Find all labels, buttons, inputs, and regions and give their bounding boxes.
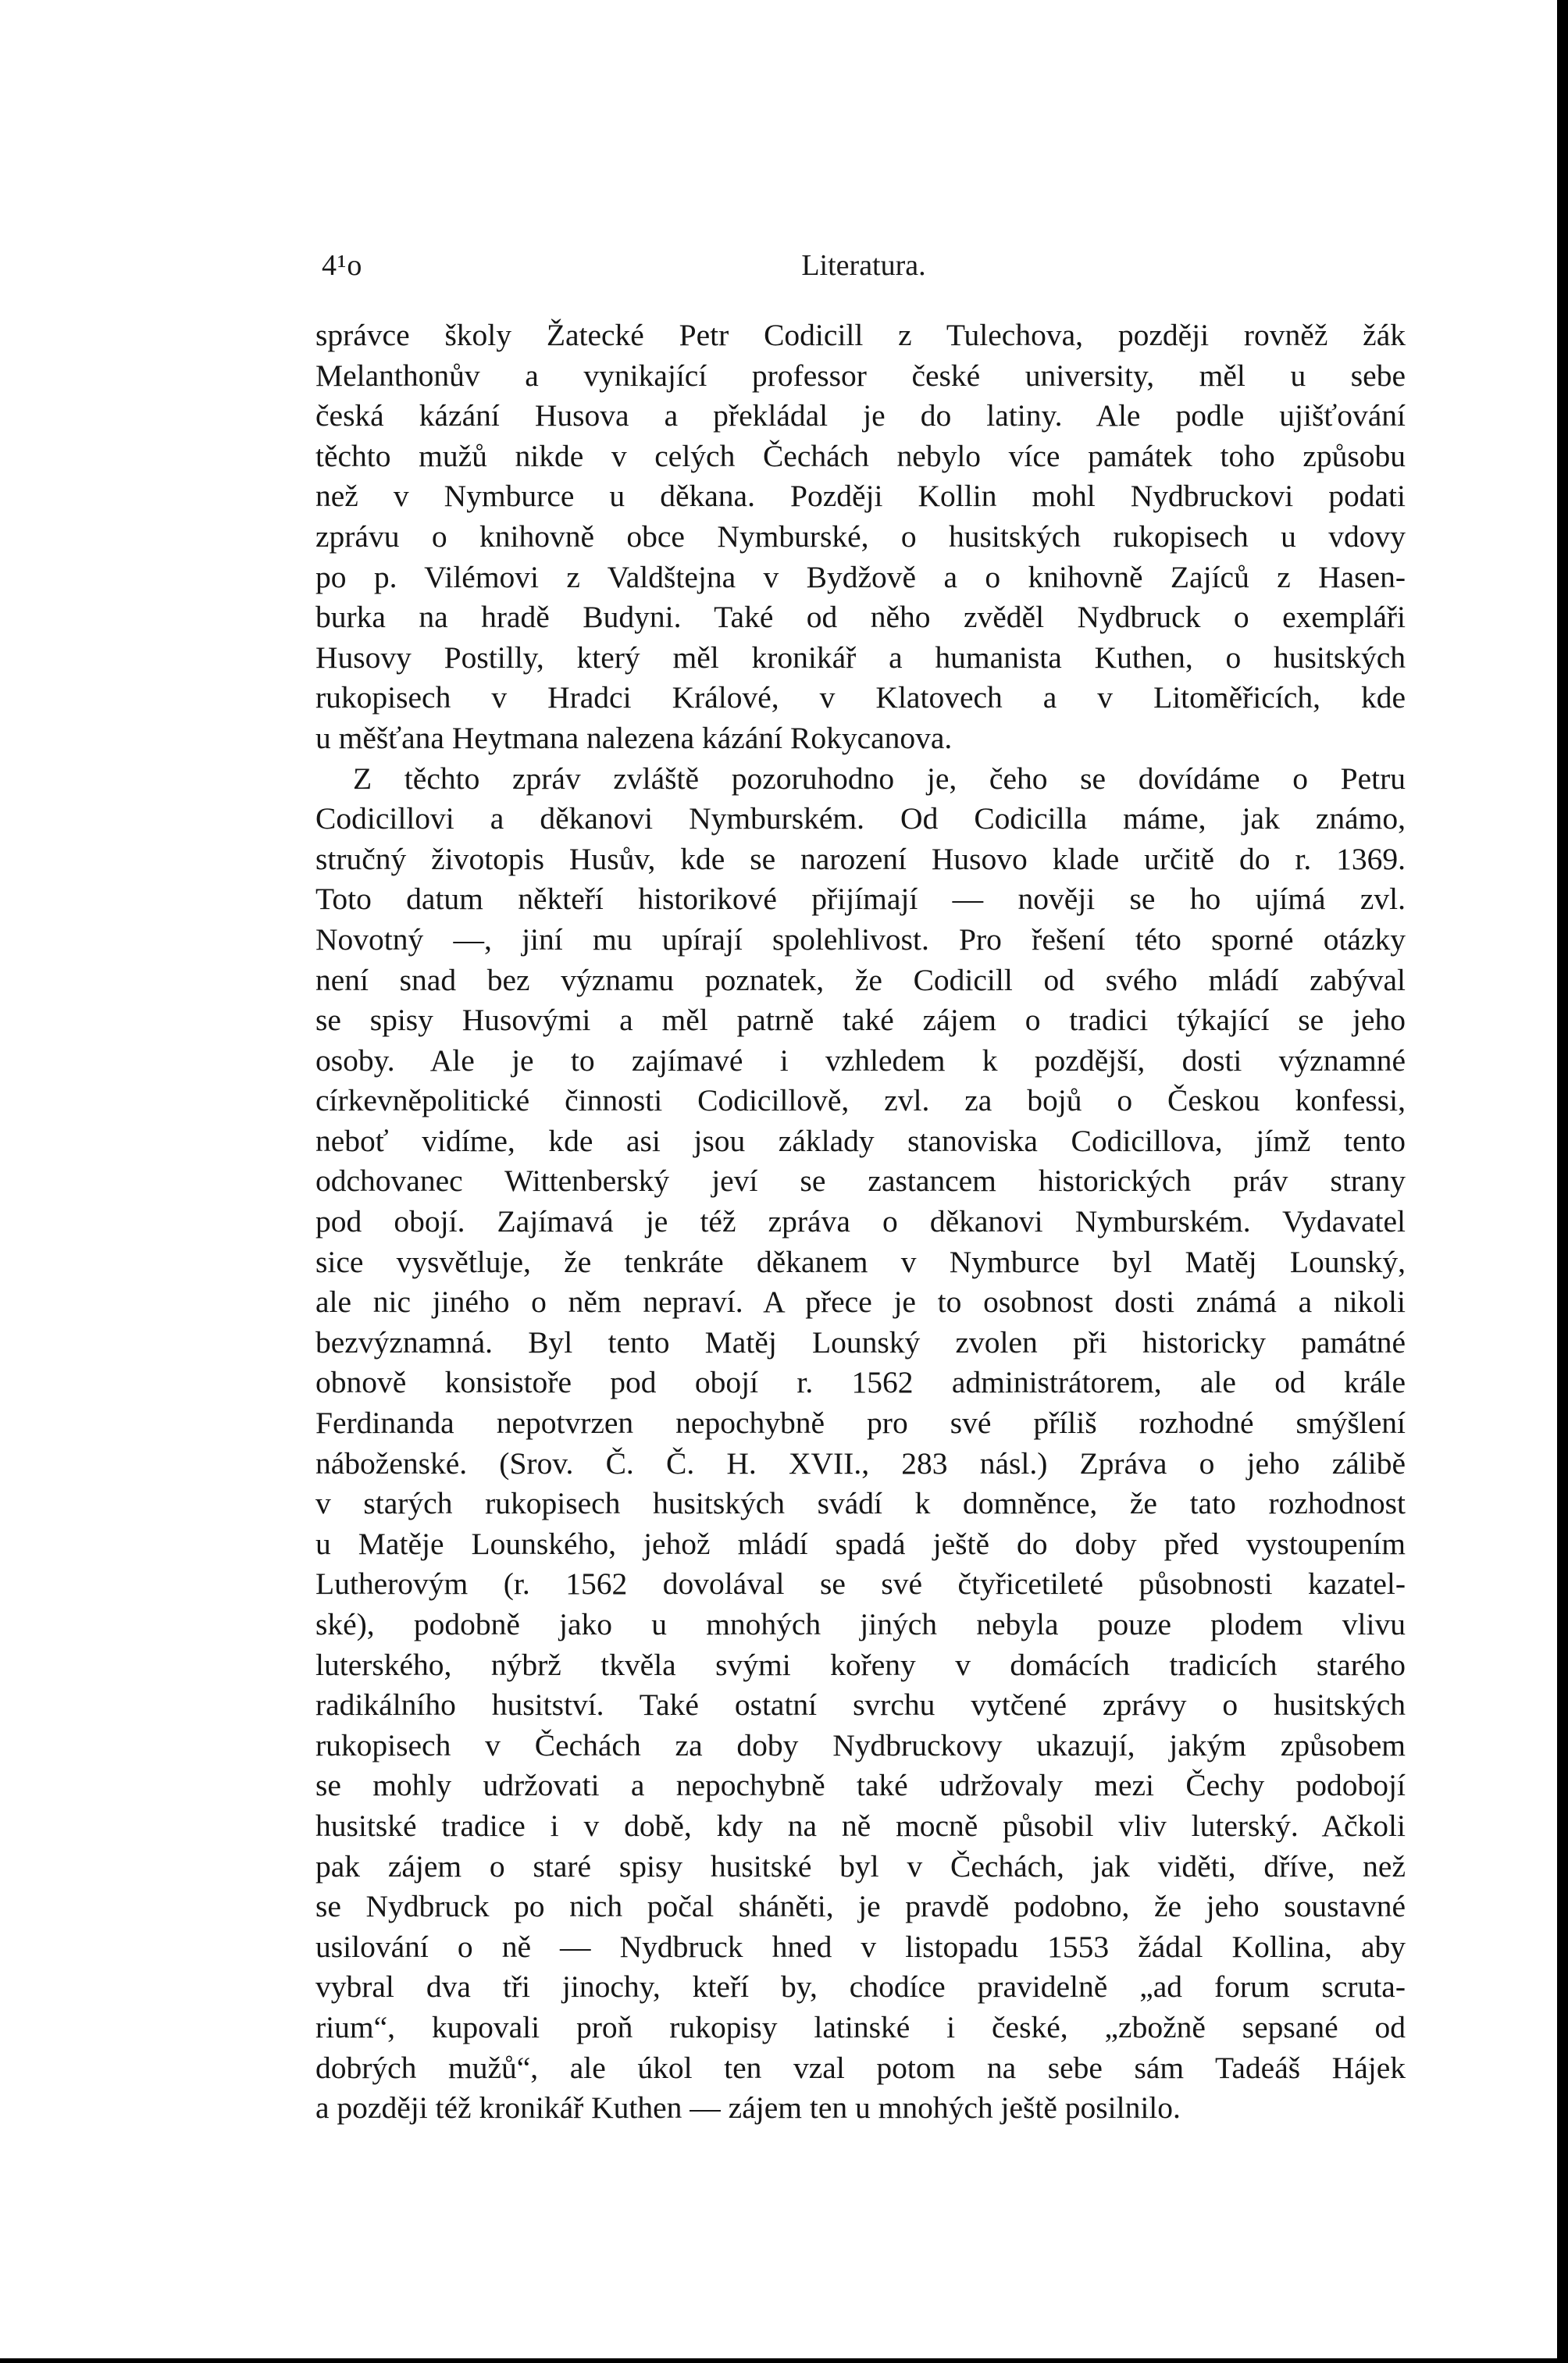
scan-border-right	[1557, 0, 1568, 2363]
text-line: těchto mužů nikde v celých Čechách nebylo více památek toho způsobu	[315, 438, 1406, 473]
text-line: Novotný —, jiní mu upírají spolehlivost. Pro řešení této sporné otázky	[315, 921, 1406, 957]
text-line: Lutherovým (r. 1562 dovolával se své čtyřicetileté působnosti kazatel-	[315, 1566, 1406, 1602]
text-line: dobrých mužů“, ale úkol ten vzal potom na sebe sám Tadeáš Hájek	[315, 2050, 1406, 2085]
text-line: se spisy Husovými a měl patrně také zájem o tradici týkající se jeho	[315, 1003, 1406, 1038]
text-line: obnově konsistoře pod obojí r. 1562 administrátorem, ale od krále	[315, 1365, 1406, 1400]
text-line: Husovy Postilly, který měl kronikář a humanista Kuthen, o husitských	[315, 640, 1406, 675]
text-line: Ferdinanda nepotvrzen nepochybně pro své příliš rozhodné smýšlení	[315, 1406, 1406, 1441]
text-line: a později též kronikář Kuthen — zájem ten u mnohých ještě posilnilo.	[315, 2090, 1181, 2126]
text-line: husitské tradice i v době, kdy na ně mocně působil vliv luterský. Ačkoli	[315, 1808, 1406, 1843]
text-line: není snad bez významu poznatek, že Codicill od svého mládí zabýval	[315, 962, 1406, 997]
text-line: u Matěje Lounského, jehož mládí spadá ještě do doby před vystoupením	[315, 1526, 1406, 1561]
text-line: bezvýznamná. Byl tento Matěj Lounský zvolen při historicky památné	[315, 1324, 1406, 1360]
text-line: ské), podobně jako u mnohých jiných nebyla pouze plodem vlivu	[315, 1607, 1406, 1641]
text-line: náboženské. (Srov. Č. Č. H. XVII., 283 násl.) Zpráva o jeho zálibě	[315, 1445, 1406, 1481]
text-line: církevněpolitické činnosti Codicillově, zvl. za bojů o Českou konfessi,	[315, 1083, 1406, 1118]
text-line: v starých rukopisech husitských svádí k domněnce, že tato rozhodnost	[315, 1486, 1406, 1521]
text-line: usilování o ně — Nydbruck hned v listopadu 1553 žádal Kollina, aby	[315, 1929, 1406, 1964]
text-line: osoby. Ale je to zajímavé i vzhledem k pozdější, dosti významné	[315, 1042, 1406, 1078]
text-line: zprávu o knihovně obce Nymburské, o husitských rukopisech u vdovy	[315, 519, 1406, 554]
text-line: ale nic jiného o něm nepraví. A přece je to osobnost dosti známá a nikoli	[315, 1285, 1406, 1320]
text-line: rium“, kupovali proň rukopisy latinské i české, „zbožně sepsané od	[315, 2009, 1406, 2044]
text-line: Z těchto zpráv zvláště pozoruhodno je, čeho se dovídáme o Petru	[353, 761, 1406, 796]
text-line: neboť vidíme, kde asi jsou základy stanoviska Codicillova, jímž tento	[315, 1123, 1406, 1158]
text-line: česká kázání Husova a překládal je do latiny. Ale podle ujišťování	[315, 398, 1406, 433]
running-title: Literatura.	[801, 249, 926, 282]
text-line: se Nydbruck po nich počal sháněti, je pravdě podobno, že jeho soustavné	[315, 1889, 1406, 1924]
text-line: rukopisech v Čechách za doby Nydbruckovy ukazují, jakým způsobem	[315, 1727, 1406, 1762]
text-line: u měšťana Heytmana nalezena kázání Rokycanova.	[315, 720, 953, 755]
text-line: správce školy Žatecké Petr Codicill z Tulechova, později rovněž žák	[315, 318, 1406, 352]
text-line: odchovanec Wittenberský jeví se zastancem historických práv strany	[315, 1164, 1406, 1199]
scan-border-bottom	[0, 2358, 1568, 2363]
text-line: se mohly udržovati a nepochybně také udržovaly mezi Čechy podobojí	[315, 1768, 1406, 1803]
text-line: radikálního husitství. Také ostatní svrchu vytčené zprávy o husitských	[315, 1688, 1406, 1723]
page-number: 4¹o	[322, 249, 363, 282]
text-line: pak zájem o staré spisy husitské byl v Čechách, jak viděti, dříve, než	[315, 1848, 1406, 1884]
text-line: rukopisech v Hradci Králové, v Klatovech a v Litoměřicích, kde	[315, 680, 1406, 715]
text-line: Melanthonův a vynikající professor české university, měl u sebe	[315, 358, 1406, 393]
text-line: stručný životopis Husův, kde se narození Husovo klade určitě do r. 1369.	[315, 841, 1406, 876]
page-header	[322, 248, 1406, 295]
text-line: po p. Vilémovi z Valdštejna v Bydžově a o knihovně Zajíců z Hasen-	[315, 559, 1406, 594]
text-line: luterského, nýbrž tkvěla svými kořeny v domácích tradicích starého	[315, 1647, 1406, 1682]
text-line: vybral dva tři jinochy, kteří by, chodíce pravidelně „ad forum scruta-	[315, 1969, 1406, 2005]
text-line: pod obojí. Zajímavá je též zpráva o děkanovi Nymburském. Vydavatel	[315, 1204, 1406, 1239]
body-text	[315, 315, 1406, 2129]
text-line: než v Nymburce u děkana. Později Kollin mohl Nydbruckovi podati	[315, 479, 1406, 514]
text-line: burka na hradě Budyni. Také od něho zvěděl Nydbruck o exempláři	[315, 600, 1406, 635]
text-line: Codicillovi a děkanovi Nymburském. Od Codicilla máme, jak známo,	[315, 801, 1406, 836]
text-line: Toto datum někteří historikové přijímají — nověji se ho ujímá zvl.	[315, 882, 1406, 917]
text-line: sice vysvětluje, že tenkráte děkanem v Nymburce byl Matěj Lounský,	[315, 1244, 1406, 1279]
